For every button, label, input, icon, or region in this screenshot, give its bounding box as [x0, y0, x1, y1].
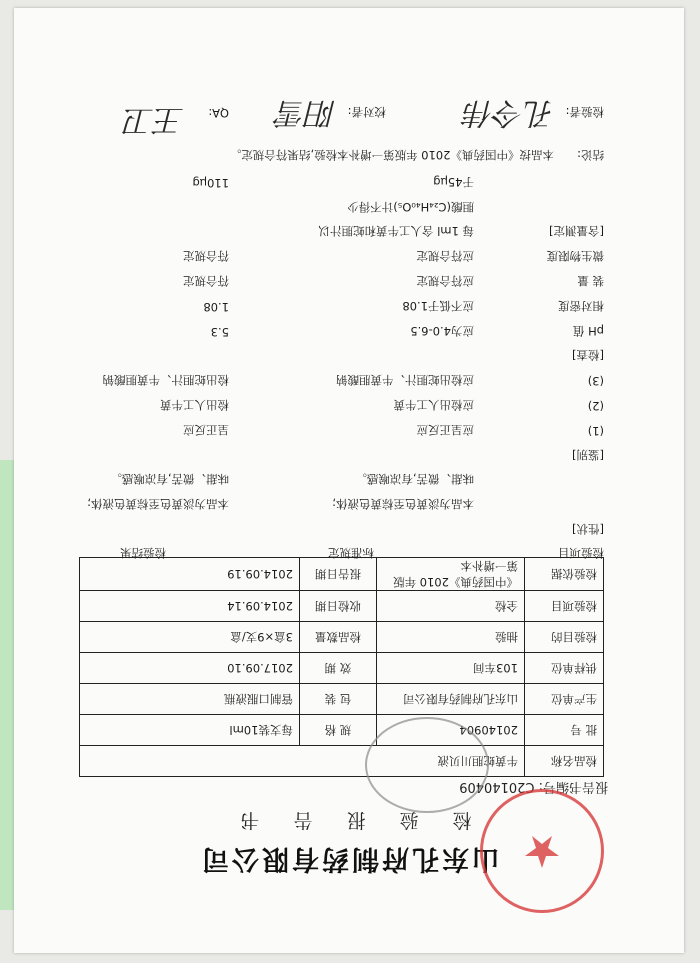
- checker-signature: 阳雪: [276, 95, 336, 130]
- table-cell-value: 103车间: [377, 653, 525, 684]
- results-result-text: 检出蛇胆汁、牛黄胆酸钠: [102, 373, 229, 388]
- table-row: [80, 684, 604, 715]
- table-row: [80, 622, 604, 653]
- table-row: [80, 746, 604, 777]
- qa-signature: 王卫: [124, 102, 184, 137]
- table-cell-label: 供样单位: [525, 653, 604, 684]
- results-result-text: 符合规定: [183, 274, 229, 288]
- results-standard-text: 应不低于1.08: [402, 298, 474, 313]
- table-cell-value: 抽验: [377, 622, 525, 653]
- results-standard-text: 应检出人工牛黄: [393, 398, 474, 412]
- results-standard-text: 每 1ml 含人工牛黄和蛇胆汁以: [318, 224, 474, 239]
- table-cell-value: 全检: [377, 591, 525, 622]
- results-standard-text: 应符合规定: [416, 274, 474, 288]
- results-item-label: 相对密度: [558, 298, 604, 313]
- table-cell-label: 规 格: [300, 715, 377, 746]
- results-item-label: [性状]: [572, 522, 604, 536]
- results-standard-text: 胆酸(C₂₄H₄₀O₅)计不得少: [347, 199, 474, 214]
- results-standard-text: 味甜、微苦,有凉喉感。: [355, 472, 474, 487]
- table-cell-value: 《中国药典》2010 年版第一增补本: [377, 558, 525, 591]
- results-result-text: 110μg: [192, 175, 229, 190]
- results-item-label: (1): [587, 423, 604, 438]
- table-cell-value: 3盒×9支/盒: [80, 622, 300, 653]
- inspection-report-document: [14, 8, 684, 953]
- table-row: [80, 715, 604, 746]
- results-item-label: (2): [587, 399, 604, 413]
- table-cell-label: 批 号: [525, 715, 604, 746]
- seal-star-icon: [487, 796, 597, 906]
- conclusion-text: 本品按《中国药典》2010 年版第一增补本检验,结果符合规定。: [229, 148, 554, 162]
- inspector-signature: 孔令伟: [464, 95, 554, 130]
- table-cell-value: 牛黄蛇胆川贝液: [80, 746, 525, 777]
- conclusion-label: 结论:: [577, 148, 604, 162]
- company-title: 山东孔府制药有限公司: [199, 843, 499, 874]
- table-row: [80, 653, 604, 684]
- results-result-text: 1.08: [203, 299, 229, 314]
- results-standard-text: 应符合规定: [416, 249, 474, 264]
- results-result-text: 味甜、微苦,有凉喉感。: [110, 472, 229, 487]
- table-row: [80, 591, 604, 622]
- table-cell-value: 每支装10ml: [80, 715, 300, 746]
- table-cell-label: 检品名称: [525, 746, 604, 777]
- results-standard-text: 于45μg: [433, 174, 474, 189]
- table-cell-value: 山东孔府制药有限公司: [377, 684, 525, 715]
- results-item-label: pH 值: [572, 323, 604, 338]
- report-number-label: 报告书编号:: [538, 779, 608, 794]
- table-cell-value: 2014.09.19: [80, 558, 300, 591]
- table-cell-label: 检验目的: [525, 622, 604, 653]
- table-cell-value: 2014.09.14: [80, 591, 300, 622]
- gray-inspection-seal: [365, 717, 489, 813]
- results-standard-text: 应检出蛇胆汁、牛黄胆酸钠: [336, 373, 474, 388]
- table-cell-value: 2017.09.10: [80, 653, 300, 684]
- results-standard-text: 应为4.0-6.5: [410, 323, 474, 338]
- results-result-text: 呈正反应: [183, 422, 229, 437]
- results-item-label: (3): [587, 374, 604, 389]
- document-type: 检 验 报 告 书: [226, 809, 472, 831]
- table-cell-value: 管制口服液瓶: [80, 684, 300, 715]
- table-cell-value: 20140904: [377, 715, 525, 746]
- results-item-label: [鉴别]: [572, 447, 604, 462]
- results-standard-text: 本品为淡黄色至棕黄色液体;: [332, 497, 474, 512]
- inspector-label: 检验者:: [565, 105, 604, 119]
- results-standard-text: 应呈正反应: [416, 422, 474, 437]
- results-header-result: 检验结果: [120, 546, 166, 560]
- table-cell-label: 检品数量: [300, 622, 377, 653]
- report-number-value: C20140409: [459, 779, 535, 794]
- table-cell-label: 检验依据: [525, 558, 604, 591]
- results-result-text: 本品为淡黄色至棕黄色液体;: [87, 497, 229, 512]
- results-item-label: [检查]: [572, 348, 604, 363]
- checker-label: 校对者:: [347, 105, 386, 119]
- results-item-label: 装 量: [577, 274, 604, 288]
- results-item-label: [含量测定]: [549, 224, 604, 239]
- red-company-seal: [480, 789, 604, 913]
- table-cell-label: 包 装: [300, 684, 377, 715]
- sample-info-table: [79, 557, 604, 777]
- results-item-label: 微生物限度: [546, 249, 604, 264]
- results-result-text: 检出人工牛黄: [160, 398, 229, 412]
- table-cell-label: 效 期: [300, 653, 377, 684]
- table-cell-label: 收检日期: [300, 591, 377, 622]
- qa-label: QA:: [208, 106, 229, 120]
- table-cell-label: 生产单位: [525, 684, 604, 715]
- table-cell-label: 报告日期: [300, 558, 377, 591]
- results-result-text: 5.3: [210, 324, 229, 339]
- table-row: [80, 558, 604, 591]
- green-tab-strip: [0, 460, 14, 910]
- results-header-standard: 标准规定: [328, 546, 374, 560]
- table-cell-label: 检验项目: [525, 591, 604, 622]
- results-result-text: 符合规定: [183, 249, 229, 264]
- results-header-item: 检验项目: [558, 546, 604, 560]
